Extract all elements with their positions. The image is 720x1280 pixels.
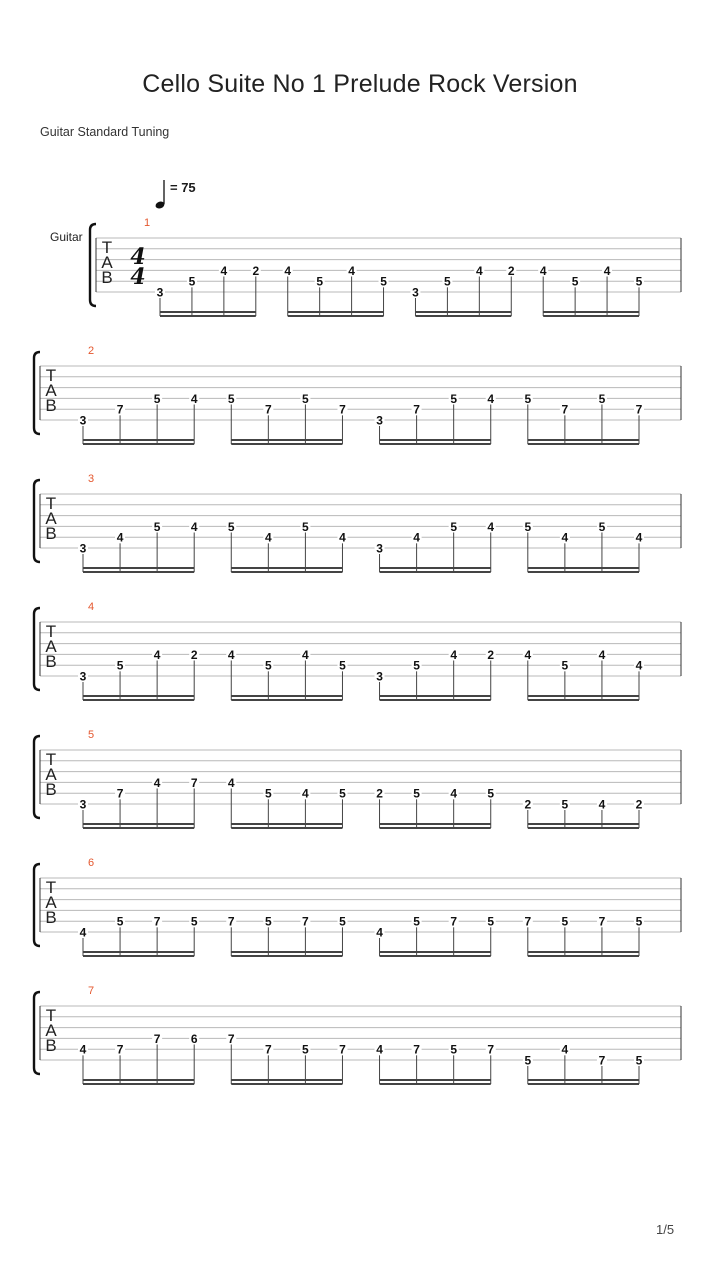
fret-number: 2 xyxy=(524,797,532,812)
system-bracket xyxy=(34,608,40,690)
fret-number: 5 xyxy=(413,914,420,929)
fret-number: 4 xyxy=(227,775,235,790)
tab-staff xyxy=(34,601,681,700)
fret-number: 7 xyxy=(561,402,569,417)
tab-clef-letter: T xyxy=(101,238,113,257)
fret-number: 4 xyxy=(348,263,355,278)
fret-number: 3 xyxy=(79,797,87,812)
fret-number: 5 xyxy=(302,1042,309,1057)
fret-number: 5 xyxy=(450,1042,458,1057)
fret-number: 4 xyxy=(339,530,346,545)
tab-clef-letter: T xyxy=(45,494,57,513)
fret-number: 5 xyxy=(561,797,569,812)
tab-clef-letter: T xyxy=(45,622,57,641)
fret-number: 7 xyxy=(264,1042,272,1057)
tab-clef-letter: T xyxy=(45,1006,57,1025)
fret-number: 7 xyxy=(116,402,124,417)
fret-number: 7 xyxy=(598,914,606,929)
page-number: 1/5 xyxy=(656,1222,675,1237)
fret-number: 5 xyxy=(450,391,458,406)
fret-number: 3 xyxy=(79,413,87,428)
fret-number: 5 xyxy=(264,914,272,929)
tab-clef-letter: A xyxy=(45,637,57,656)
fret-number: 2 xyxy=(190,647,198,662)
fret-number: 5 xyxy=(598,391,606,406)
fret-number: 7 xyxy=(524,914,532,929)
fret-number: 3 xyxy=(79,669,87,684)
fret-number: 7 xyxy=(190,775,198,790)
fret-number: 5 xyxy=(302,519,309,534)
fret-number: 7 xyxy=(339,1042,346,1057)
fret-number: 4 xyxy=(284,263,292,278)
tuning-label: Guitar Standard Tuning xyxy=(40,125,170,139)
fret-number: 5 xyxy=(339,786,346,801)
fret-number: 5 xyxy=(413,658,420,673)
fret-number: 2 xyxy=(635,797,643,812)
tab-clef-letter: B xyxy=(45,652,57,671)
tab-staff xyxy=(34,345,681,444)
fret-number: 5 xyxy=(227,519,235,534)
fret-number: 5 xyxy=(316,274,324,289)
system-bracket xyxy=(34,864,40,946)
tab-clef-letter: B xyxy=(45,908,57,927)
system-bracket xyxy=(34,480,40,562)
fret-number: 4 xyxy=(79,925,87,940)
fret-number: 7 xyxy=(339,402,346,417)
measure-number: 4 xyxy=(87,601,95,613)
fret-number: 7 xyxy=(487,1042,495,1057)
fret-number: 3 xyxy=(156,285,164,300)
fret-number: 4 xyxy=(598,647,606,662)
fret-number: 5 xyxy=(190,914,198,929)
tab-clef-letter: B xyxy=(45,780,57,799)
fret-number: 5 xyxy=(524,1053,532,1068)
fret-number: 5 xyxy=(524,391,532,406)
fret-number: 5 xyxy=(413,786,420,801)
fret-number: 4 xyxy=(603,263,611,278)
fret-number: 5 xyxy=(487,786,495,801)
fret-number: 4 xyxy=(413,530,420,545)
fret-number: 5 xyxy=(188,274,196,289)
fret-number: 4 xyxy=(487,391,495,406)
fret-number: 5 xyxy=(264,786,272,801)
fret-number: 3 xyxy=(79,541,87,556)
fret-number: 4 xyxy=(450,647,458,662)
fret-number: 4 xyxy=(450,786,458,801)
fret-number: 4 xyxy=(635,530,643,545)
fret-number: 4 xyxy=(561,1042,569,1057)
fret-number: 7 xyxy=(598,1053,606,1068)
tab-staff xyxy=(34,473,681,572)
tab-staff xyxy=(34,857,681,956)
measure-number: 1 xyxy=(143,217,151,229)
fret-number: 7 xyxy=(116,1042,124,1057)
fret-number: 4 xyxy=(598,797,606,812)
page-title: Cello Suite No 1 Prelude Rock Version xyxy=(142,70,578,98)
fret-number: 5 xyxy=(380,274,387,289)
fret-number: 4 xyxy=(302,647,309,662)
fret-number: 7 xyxy=(227,1031,235,1046)
fret-number: 5 xyxy=(153,519,161,534)
fret-number: 4 xyxy=(116,530,124,545)
fret-number: 5 xyxy=(487,914,495,929)
fret-number: 5 xyxy=(302,391,309,406)
fret-number: 4 xyxy=(376,925,383,940)
fret-number: 2 xyxy=(487,647,495,662)
fret-number: 5 xyxy=(227,391,235,406)
tab-clef-letter: T xyxy=(45,750,57,769)
measure-number: 6 xyxy=(87,857,95,869)
fret-number: 4 xyxy=(190,519,198,534)
fret-number: 2 xyxy=(507,263,515,278)
fret-number: 5 xyxy=(561,914,569,929)
tab-clef-letter: A xyxy=(45,381,57,400)
fret-number: 5 xyxy=(561,658,569,673)
measure-number: 7 xyxy=(87,985,95,997)
instrument-label: Guitar xyxy=(50,230,83,244)
fret-number: 4 xyxy=(487,519,495,534)
fret-number: 4 xyxy=(264,530,272,545)
fret-number: 4 xyxy=(227,647,235,662)
tempo-value: = 75 xyxy=(170,180,196,195)
fret-number: 4 xyxy=(376,1042,383,1057)
measure-number: 3 xyxy=(87,473,95,485)
tab-clef-letter: A xyxy=(45,765,57,784)
time-signature-bottom: 4 xyxy=(130,264,146,290)
fret-number: 4 xyxy=(524,647,532,662)
fret-number: 7 xyxy=(413,402,420,417)
system-bracket xyxy=(34,736,40,818)
measure-number: 5 xyxy=(87,729,95,741)
tab-clef-letter: B xyxy=(45,1036,57,1055)
fret-number: 5 xyxy=(635,274,643,289)
fret-number: 4 xyxy=(539,263,547,278)
fret-number: 5 xyxy=(524,519,532,534)
fret-number: 7 xyxy=(227,914,235,929)
fret-number: 3 xyxy=(376,669,383,684)
fret-number: 6 xyxy=(190,1031,198,1046)
fret-number: 5 xyxy=(598,519,606,534)
fret-number: 3 xyxy=(376,413,383,428)
fret-number: 7 xyxy=(116,786,124,801)
tab-staff xyxy=(90,217,681,316)
fret-number: 5 xyxy=(635,1053,643,1068)
fret-number: 2 xyxy=(376,786,383,801)
fret-number: 5 xyxy=(571,274,579,289)
tab-staff xyxy=(34,729,681,828)
fret-number: 4 xyxy=(153,647,161,662)
system-bracket xyxy=(90,224,96,306)
fret-number: 5 xyxy=(635,914,643,929)
tab-clef-letter: T xyxy=(45,878,57,897)
fret-number: 5 xyxy=(116,914,124,929)
fret-number: 7 xyxy=(153,914,161,929)
fret-number: 5 xyxy=(264,658,272,673)
fret-number: 4 xyxy=(475,263,483,278)
tab-clef-letter: A xyxy=(45,1021,57,1040)
tab-clef-letter: A xyxy=(101,253,113,272)
tab-clef-letter: A xyxy=(45,893,57,912)
tab-clef-letter: B xyxy=(45,524,57,543)
fret-number: 5 xyxy=(339,914,346,929)
fret-number: 4 xyxy=(153,775,161,790)
fret-number: 2 xyxy=(252,263,260,278)
time-signature-top: 4 xyxy=(130,244,146,270)
fret-number: 3 xyxy=(412,285,419,300)
fret-number: 3 xyxy=(376,541,383,556)
fret-number: 4 xyxy=(302,786,309,801)
fret-number: 7 xyxy=(413,1042,420,1057)
system-bracket xyxy=(34,352,40,434)
tab-clef-letter: T xyxy=(45,366,57,385)
fret-number: 4 xyxy=(220,263,228,278)
fret-number: 5 xyxy=(153,391,161,406)
fret-number: 7 xyxy=(302,914,309,929)
fret-number: 4 xyxy=(561,530,569,545)
fret-number: 7 xyxy=(153,1031,161,1046)
fret-number: 4 xyxy=(190,391,198,406)
measure-number: 2 xyxy=(87,345,95,357)
fret-number: 4 xyxy=(635,658,643,673)
system-bracket xyxy=(34,992,40,1074)
fret-number: 7 xyxy=(635,402,643,417)
fret-number: 5 xyxy=(339,658,346,673)
fret-number: 5 xyxy=(116,658,124,673)
tab-clef-letter: A xyxy=(45,509,57,528)
tab-staff xyxy=(34,985,681,1084)
fret-number: 7 xyxy=(450,914,458,929)
fret-number: 4 xyxy=(79,1042,87,1057)
fret-number: 5 xyxy=(444,274,451,289)
fret-number: 5 xyxy=(450,519,458,534)
tab-clef-letter: B xyxy=(45,396,57,415)
tab-clef-letter: B xyxy=(101,268,113,287)
fret-number: 7 xyxy=(264,402,272,417)
